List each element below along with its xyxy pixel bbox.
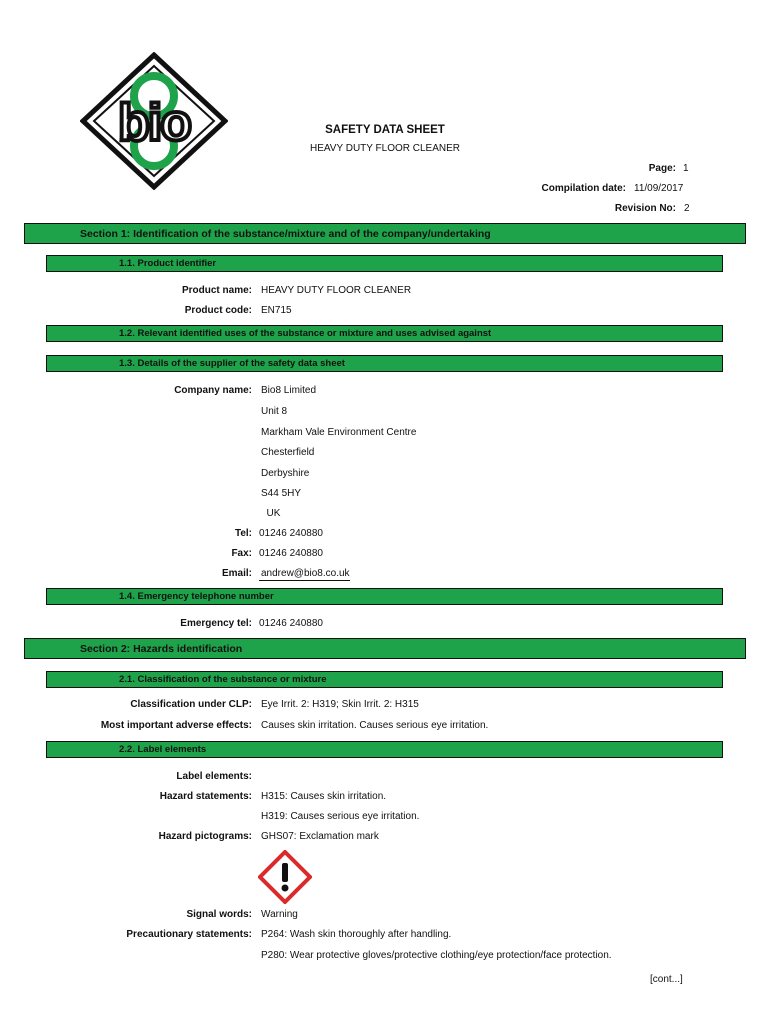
address-line: UK bbox=[261, 508, 281, 519]
signal-words-label: Signal words: bbox=[186, 909, 252, 920]
subsection-1-4-header: 1.4. Emergency telephone number bbox=[46, 588, 723, 605]
continued-marker: [cont...] bbox=[650, 974, 683, 985]
subsection-2-2-header: 2.2. Label elements bbox=[46, 741, 723, 758]
email-link[interactable]: andrew@bio8.co.uk bbox=[261, 568, 350, 579]
page-value: 1 bbox=[683, 163, 689, 174]
address-line: Chesterfield bbox=[261, 447, 315, 458]
tel-value: 01246 240880 bbox=[259, 528, 323, 539]
address-line: Unit 8 bbox=[261, 406, 288, 417]
compilation-date-label: Compilation date: bbox=[541, 183, 626, 194]
svg-text:bio: bio bbox=[118, 94, 190, 152]
signal-words-value: Warning bbox=[261, 909, 298, 920]
subsection-1-2-header: 1.2. Relevant identified uses of the substance or mixture and uses advised against bbox=[46, 325, 723, 342]
subsection-2-1-header: 2.1. Classification of the substance or mixture bbox=[46, 671, 723, 688]
tel-label: Tel: bbox=[234, 528, 252, 539]
adverse-effects-label: Most important adverse effects: bbox=[100, 720, 252, 731]
clp-classification-value: Eye Irrit. 2: H319; Skin Irrit. 2: H315 bbox=[261, 699, 419, 710]
subsection-1-1-header: 1.1. Product identifier bbox=[46, 255, 723, 272]
precautionary-statements-label: Precautionary statements: bbox=[126, 929, 252, 940]
product-code-label: Product code: bbox=[184, 305, 252, 316]
page-label: Page: bbox=[648, 163, 676, 174]
adverse-effects-value: Causes skin irritation. Causes serious eye irritation. bbox=[261, 720, 489, 731]
label-elements-label: Label elements: bbox=[176, 771, 252, 782]
company-name-label: Company name: bbox=[174, 385, 252, 396]
address-line: Markham Vale Environment Centre bbox=[261, 427, 417, 438]
revision-value: 2 bbox=[684, 203, 690, 214]
product-code-value: EN715 bbox=[261, 305, 292, 316]
precautionary-statement: P280: Wear protective gloves/protective clothing/eye protection/face protection. bbox=[261, 950, 612, 961]
hazard-pictogram-value: GHS07: Exclamation mark bbox=[261, 831, 379, 842]
section-1-header: Section 1: Identification of the substance/mixture and of the company/undertaking bbox=[24, 223, 746, 244]
precautionary-statement: P264: Wash skin thoroughly after handling. bbox=[261, 929, 452, 940]
fax-label: Fax: bbox=[231, 548, 252, 559]
product-name-label: Product name: bbox=[181, 285, 252, 296]
hazard-statement: H315: Causes skin irritation. bbox=[261, 791, 387, 802]
email-label: Email: bbox=[221, 568, 252, 579]
document-subtitle: HEAVY DUTY FLOOR CLEANER bbox=[309, 143, 461, 154]
subsection-1-3-header: 1.3. Details of the supplier of the safety data sheet bbox=[46, 355, 723, 372]
fax-value: 01246 240880 bbox=[259, 548, 323, 559]
bio8-logo bbox=[80, 52, 228, 190]
revision-label: Revision No: bbox=[614, 203, 676, 214]
product-name-value: HEAVY DUTY FLOOR CLEANER bbox=[261, 285, 412, 296]
address-line: Bio8 Limited bbox=[261, 385, 317, 396]
exclamation-mark-icon bbox=[258, 850, 312, 904]
hazard-statement: H319: Causes serious eye irritation. bbox=[261, 811, 420, 822]
clp-classification-label: Classification under CLP: bbox=[130, 699, 252, 710]
address-line: Derbyshire bbox=[261, 468, 310, 479]
emergency-tel-label: Emergency tel: bbox=[180, 618, 252, 629]
emergency-tel-value: 01246 240880 bbox=[259, 618, 323, 629]
address-line: S44 5HY bbox=[261, 488, 302, 499]
document-title: SAFETY DATA SHEET bbox=[325, 124, 445, 136]
hazard-statements-label: Hazard statements: bbox=[159, 791, 252, 802]
hazard-pictograms-label: Hazard pictograms: bbox=[158, 831, 252, 842]
compilation-date-value: 11/09/2017 bbox=[634, 183, 684, 194]
section-2-header: Section 2: Hazards identification bbox=[24, 638, 746, 659]
